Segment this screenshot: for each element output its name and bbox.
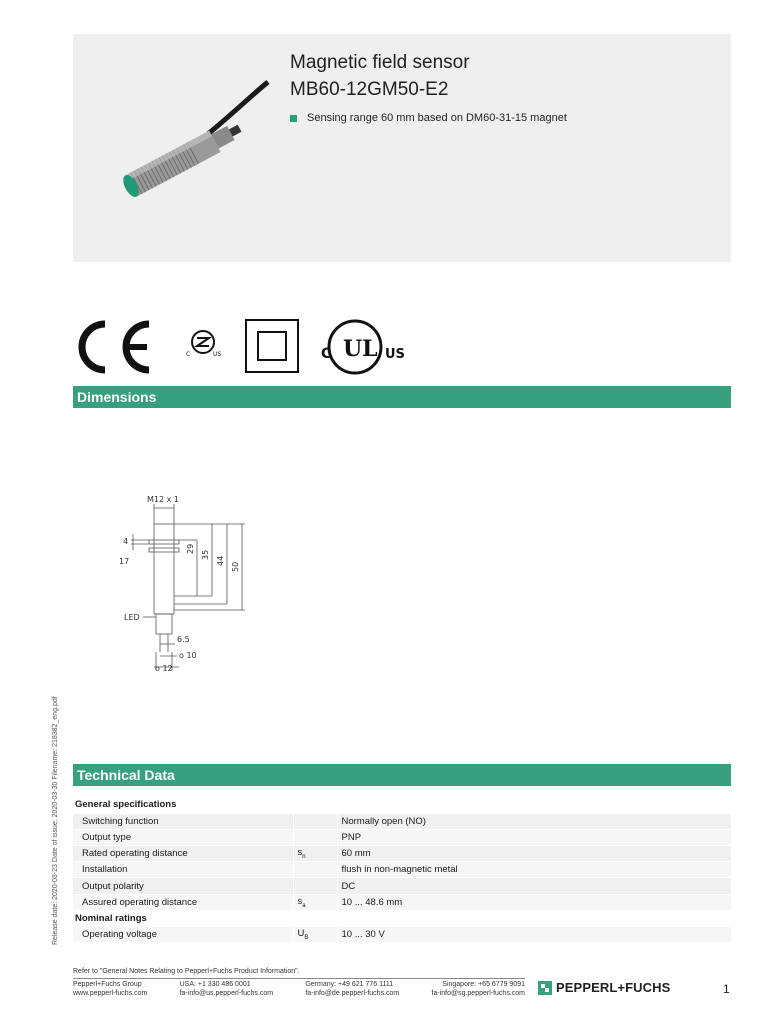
table-row (73, 813, 731, 829)
footer-note: Refer to "General Notes Relating to Pepperl+Fuchs Product Information". (73, 968, 300, 975)
row-value: 10 ... 48.6 mm (337, 894, 731, 910)
csa-us-label: US (213, 351, 222, 358)
row-symbol (293, 878, 337, 894)
dim-35-label: 35 (201, 549, 210, 560)
table-group-row (73, 910, 731, 926)
footer-contacts (73, 981, 525, 998)
row-label: Switching function (73, 813, 293, 829)
table-row (73, 894, 731, 910)
footer-divider (73, 978, 525, 979)
footer-group-name: Pepperl+Fuchs Group (73, 981, 142, 988)
row-symbol (293, 862, 337, 878)
footer-col-usa (180, 981, 273, 998)
table-row (73, 862, 731, 878)
dim-44-label: 44 (216, 555, 225, 566)
dim-4-label: 4 (123, 537, 129, 546)
dim-6-5-label: 6.5 (177, 635, 190, 644)
dimension-drawing (117, 492, 257, 677)
cul-us-label: US (385, 347, 405, 362)
footer-singapore-email[interactable]: fa-info@sg.pepperl-fuchs.com (431, 989, 525, 997)
group-nominal-label: Nominal ratings (73, 910, 731, 926)
technical-data-table (73, 797, 731, 943)
product-hero (73, 34, 731, 262)
page-number: 1 (723, 982, 730, 996)
double-insulation-icon (246, 320, 298, 372)
row-label: Assured operating distance (73, 894, 293, 910)
sensor-photo (73, 34, 288, 262)
footer-germany-email[interactable]: fa-info@de.pepperl-fuchs.com (305, 989, 400, 997)
row-value: PNP (337, 829, 731, 845)
cul-c-label: C (321, 346, 332, 362)
footer-singapore-phone: Singapore: +65 6779 9091 (442, 981, 525, 988)
led-label: LED (124, 613, 140, 622)
brand-mark-icon (538, 981, 552, 995)
row-symbol (293, 829, 337, 845)
product-title-line2: MB60-12GM50-E2 (290, 79, 449, 100)
dim-o10-label: ο 10 (179, 651, 197, 660)
footer-col-group (73, 981, 147, 998)
csa-mark-icon (186, 331, 221, 358)
row-value: DC (337, 878, 731, 894)
footer-col-singapore (432, 981, 525, 998)
feature-bullet (290, 112, 567, 124)
table-group-row (73, 797, 731, 813)
cul-ul-label: UL (343, 336, 378, 362)
table-row (73, 829, 731, 845)
row-symbol: $s_n$ (293, 846, 337, 862)
row-symbol: $U_B$ (293, 927, 337, 943)
row-symbol (293, 813, 337, 829)
dim-17-label: 17 (119, 557, 130, 566)
table-row (73, 927, 731, 943)
row-symbol: $s_a$ (293, 894, 337, 910)
dim-thread-label: M12 x 1 (147, 495, 179, 504)
table-row (73, 878, 731, 894)
row-value: 60 mm (337, 846, 731, 862)
brand-name: PEPPERL+FUCHS (556, 980, 671, 995)
footer-website-link[interactable]: www.pepperl-fuchs.com (73, 989, 148, 997)
table-row (73, 846, 731, 862)
feature-text: Sensing range 60 mm based on DM60-31-15 magnet (307, 112, 567, 124)
footer-usa-phone: USA: +1 330 486 0001 (179, 981, 251, 988)
certification-logos (73, 316, 433, 378)
footer-col-germany (305, 981, 399, 998)
release-info: Release date: 2020-03-23 Date of issue: 2020-03-30 Filename: 218382_eng.pdf (52, 696, 59, 945)
row-label: Installation (73, 862, 293, 878)
group-general-label: General specifications (73, 797, 731, 813)
dim-50-label: 50 (231, 561, 240, 572)
row-label: Output polarity (73, 878, 293, 894)
row-value: 10 ... 30 V (337, 927, 731, 943)
row-value: Normally open (NO) (337, 813, 731, 829)
footer-usa-email[interactable]: fa-info@us.pepperl-fuchs.com (179, 989, 274, 997)
dim-29-label: 29 (186, 543, 195, 554)
row-value: flush in non-magnetic metal (337, 862, 731, 878)
cul-mark-icon (321, 321, 405, 373)
ce-mark-icon (82, 324, 149, 370)
technical-data-header: Technical Data (73, 764, 731, 786)
dim-o12-label: ο 12 (155, 664, 173, 673)
csa-c-label: C (186, 351, 191, 358)
product-title (290, 49, 470, 103)
row-label: Output type (73, 829, 293, 845)
product-title-line1: Magnetic field sensor (290, 52, 470, 73)
brand-logo (538, 980, 670, 995)
footer-germany-phone: Germany: +49 621 776 1111 (305, 981, 394, 988)
dimensions-header: Dimensions (73, 386, 731, 408)
row-label: Rated operating distance (73, 846, 293, 862)
bullet-square-icon (290, 115, 297, 122)
row-label: Operating voltage (73, 927, 293, 943)
